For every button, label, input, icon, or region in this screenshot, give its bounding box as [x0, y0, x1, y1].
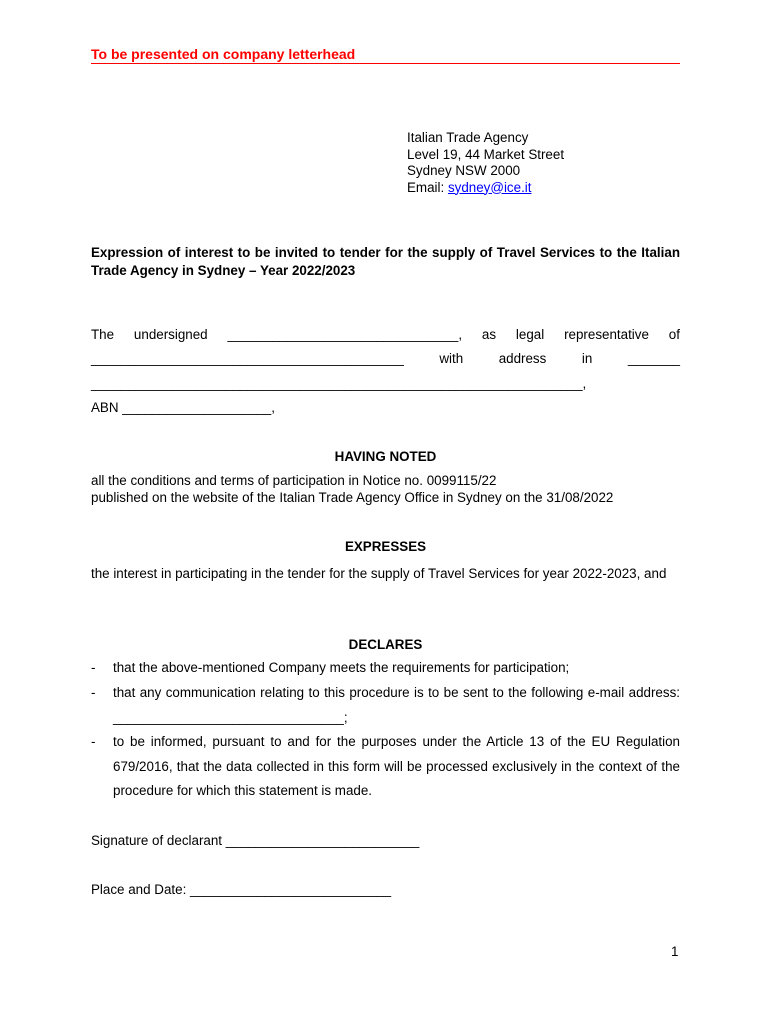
- company-blank: __________________________________________: [91, 351, 404, 366]
- declares-heading: DECLARES: [348, 637, 423, 652]
- having-noted-heading: HAVING NOTED: [334, 449, 437, 464]
- declares-item-text: that any communication relating to this procedure is to be sent to the following e-mail address: _______________________________;: [113, 685, 680, 725]
- recipient-address: [407, 130, 564, 196]
- undersigned-word: of: [668, 327, 680, 342]
- undersigned-line-1: [91, 327, 680, 342]
- place-date-line: Place and Date: ___________________________: [91, 882, 392, 897]
- email-label: Email:: [407, 179, 448, 195]
- undersigned-word: with: [439, 351, 464, 366]
- page-number: 1: [671, 944, 679, 959]
- declares-item-text: that the above-mentioned Company meets the requirements for participation;: [113, 660, 570, 675]
- signature-line: Signature of declarant __________________________: [91, 833, 420, 848]
- declares-item: [91, 681, 680, 730]
- having-noted-line-1: all the conditions and terms of participation in Notice no. 0099115/22: [91, 473, 497, 488]
- abn-line: ABN ____________________,: [91, 400, 275, 415]
- expresses-heading: EXPRESSES: [344, 539, 427, 554]
- undersigned-word: representative: [564, 327, 649, 342]
- address-blank: _______: [627, 351, 680, 366]
- list-dash: -: [91, 660, 96, 675]
- undersigned-line-3: __________________________________________________________________,: [91, 376, 587, 391]
- having-noted-line-2: published on the website of the Italian Trade Agency Office in Sydney on the 31/08/2022: [91, 489, 614, 505]
- undersigned-word: undersigned: [133, 327, 208, 342]
- having-noted-text: [91, 473, 680, 506]
- undersigned-word: in: [581, 351, 593, 366]
- declares-item: [91, 730, 680, 804]
- declares-item-text: to be informed, pursuant to and for the purposes under the Article 13 of the EU Regulation 679/2016, that the data collected in this form will be processed exclusively in the context of the procedure for which this statement is made.: [113, 734, 680, 798]
- name-blank: _______________________________,: [227, 327, 463, 342]
- list-dash: -: [91, 734, 96, 749]
- undersigned-line-2: [91, 351, 680, 366]
- email-link[interactable]: sydney@ice.it: [447, 179, 532, 195]
- address-line-1: Italian Trade Agency: [407, 130, 529, 145]
- expresses-text: the interest in participating in the tender for the supply of Travel Services for year 2022-2023, and: [91, 566, 667, 581]
- declares-item: [91, 656, 680, 681]
- address-line-2: Level 19, 44 Market Street: [407, 146, 565, 162]
- letterhead-note: To be presented on company letterhead: [91, 46, 680, 64]
- address-email-line: [407, 180, 564, 197]
- address-line-3: Sydney NSW 2000: [407, 163, 521, 178]
- undersigned-word: address: [498, 351, 547, 366]
- undersigned-word: The: [91, 327, 115, 342]
- document-title: Expression of interest to be invited to tender for the supply of Travel Services to the Italian Trade Agency in Sydney – Year 2022/2023: [91, 245, 680, 278]
- undersigned-word: legal: [515, 327, 545, 342]
- undersigned-word: as: [481, 327, 497, 342]
- list-dash: -: [91, 685, 96, 700]
